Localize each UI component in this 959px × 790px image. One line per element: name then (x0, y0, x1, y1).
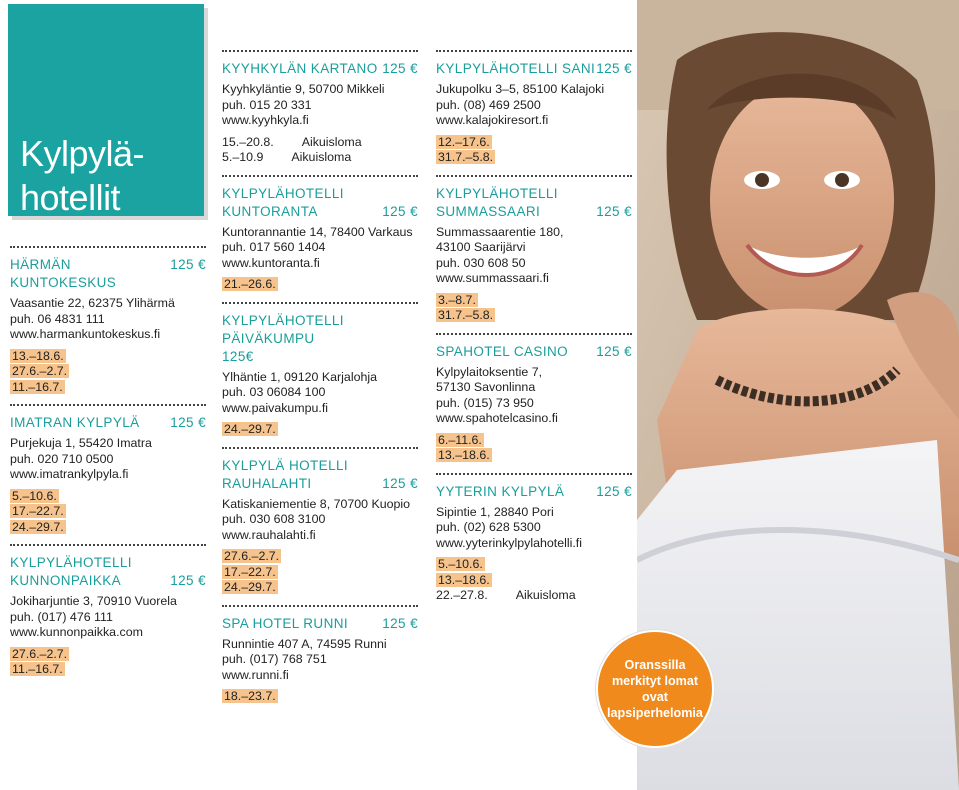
date-row (222, 277, 278, 293)
date-list (222, 549, 418, 596)
date-row (436, 150, 495, 166)
hotel-name-line: KYLPYLÄHOTELLI PÄIVÄKUMPU (222, 312, 344, 346)
contact-line: Kyyhkyläntie 9, 50700 Mikkeli (222, 82, 385, 96)
section-title (20, 132, 144, 220)
date-row (10, 647, 69, 663)
dotted-divider (10, 544, 206, 546)
contact-line: Kuntorannantie 14, 78400 Varkaus (222, 224, 413, 239)
website-link[interactable]: www.kalajokiresort.fi (436, 113, 549, 127)
family-holiday-date: 17.–22.7. (12, 504, 64, 518)
hotel-contact (222, 225, 418, 272)
price-label: 125 € (382, 475, 418, 491)
hotel-name (222, 615, 418, 633)
holiday-date: 5.–10.9 (222, 150, 264, 164)
price-label: 125 € (596, 483, 632, 499)
hotel-name-text (436, 185, 558, 221)
contact-line: puh. (015) 73 950 (436, 395, 534, 410)
hotel-name-text: SPAHOTEL CASINO (436, 343, 569, 359)
family-holiday-date: 21.–26.6. (224, 277, 276, 291)
family-holiday-date: 24.–29.7. (224, 422, 276, 436)
hotel-name-text: KYLPYLÄHOTELLI SANI (436, 61, 596, 76)
price-label: 125 € (170, 573, 206, 588)
hotel-contact (10, 594, 206, 641)
holiday-type-note: Aikuisloma (291, 150, 352, 164)
website-link[interactable]: www.rauhalahti.fi (222, 527, 316, 542)
hotel-entry (436, 175, 632, 324)
price-label: 125 € (170, 415, 206, 430)
hotel-name-line: 125€ (222, 348, 254, 364)
listing-column-3 (436, 50, 632, 613)
website-link[interactable]: www.kuntoranta.fi (222, 255, 320, 270)
hotel-entry (222, 175, 418, 293)
hotel-name-line: KUNTORANTA (222, 203, 318, 219)
date-row (436, 308, 495, 324)
family-holiday-date: 31.7.–5.8. (438, 308, 494, 322)
hotel-name-line: KUNNONPAIKKA (10, 573, 122, 588)
website-link[interactable]: www.imatrankylpyla.fi (10, 467, 129, 481)
date-row (222, 422, 278, 438)
dotted-divider (10, 404, 206, 406)
price-label: 125 € (170, 257, 206, 272)
family-holiday-date: 13.–18.6. (438, 572, 490, 587)
holiday-type-note: Aikuisloma (515, 588, 576, 602)
hotel-contact (222, 82, 418, 129)
contact-line: 57130 Savonlinna (436, 380, 536, 394)
dotted-divider (222, 605, 418, 607)
contact-line: Runnintie 407 A, 74595 Runni (222, 636, 387, 651)
website-link[interactable]: www.yyterinkylpylahotelli.fi (436, 535, 582, 550)
hotel-name-text: IMATRAN KYLPYLÄ (10, 415, 140, 430)
family-holiday-date: 31.7.–5.8. (438, 150, 494, 164)
holiday-type-note: Aikuisloma (301, 134, 362, 149)
dotted-divider (436, 175, 632, 177)
family-holiday-date: 5.–10.6. (438, 557, 483, 571)
hotel-name-text (222, 312, 418, 366)
hotel-name-line: KYLPYLÄHOTELLI (222, 185, 344, 201)
date-list (436, 293, 632, 324)
contact-line: Katiskaniementie 8, 70700 Kuopio (222, 496, 411, 511)
family-holiday-date: 27.6.–2.7. (12, 646, 68, 661)
date-row (10, 349, 66, 365)
hotel-name-text (10, 554, 132, 590)
family-holiday-date: 17.–22.7. (224, 564, 276, 579)
date-row (436, 573, 492, 589)
hotel-contact (436, 82, 632, 129)
holiday-date: 22.–27.8. (436, 588, 488, 602)
dotted-divider (10, 246, 206, 248)
hotel-name (222, 60, 418, 78)
hotel-entry (436, 50, 632, 166)
contact-line: puh. 030 608 50 (436, 255, 526, 270)
hotel-name-line: KYLPYLÄHOTELLI (436, 185, 558, 201)
hotel-name (222, 457, 418, 493)
date-list (222, 277, 418, 293)
hotel-name (436, 483, 632, 501)
listing-column-1 (10, 246, 206, 687)
holiday-date: 15.–20.8. (222, 134, 274, 149)
date-list (436, 557, 632, 604)
family-holiday-date: 12.–17.6. (438, 134, 490, 149)
section-title-box (8, 4, 204, 216)
hotel-entry (436, 473, 632, 604)
contact-line: Vaasantie 22, 62375 Ylihärmä (10, 296, 175, 310)
dotted-divider (222, 302, 418, 304)
date-row (436, 448, 492, 464)
hotel-name (436, 60, 632, 78)
hotel-name (436, 343, 632, 361)
contact-line: Jukupolku 3–5, 85100 Kalajoki (436, 82, 605, 96)
website-link[interactable]: www.kyyhkyla.fi (222, 113, 309, 127)
date-row (222, 150, 351, 166)
date-row (436, 293, 478, 309)
price-label: 125 € (596, 343, 632, 359)
date-list (436, 135, 632, 166)
hotel-entry (222, 605, 418, 705)
hotel-name-text: KYYHKYLÄN KARTANO (222, 61, 378, 76)
family-holiday-date: 6.–11.6. (438, 432, 482, 447)
family-holiday-date: 27.6.–2.7. (12, 364, 68, 378)
date-row (222, 580, 278, 596)
hotel-entry (10, 246, 206, 395)
contact-line: puh. 017 560 1404 (222, 240, 326, 254)
date-row (436, 135, 492, 151)
dotted-divider (436, 333, 632, 335)
hotel-name-text: SPA HOTEL RUNNI (222, 615, 349, 631)
date-row (10, 520, 66, 536)
hotel-contact (436, 505, 632, 552)
family-holiday-date: 11.–16.7. (12, 379, 63, 394)
contact-line: puh. 03 06084 100 (222, 385, 326, 399)
contact-line: Sipintie 1, 28840 Pori (436, 504, 554, 519)
date-list (222, 422, 418, 438)
date-row (436, 433, 484, 449)
hotel-name (222, 185, 418, 221)
date-row (10, 380, 65, 396)
date-list (222, 135, 418, 166)
date-row (10, 489, 59, 505)
hotel-contact (222, 370, 418, 417)
dotted-divider (436, 50, 632, 52)
hotel-name-text (222, 185, 344, 221)
website-link[interactable]: www.harmankuntokeskus.fi (10, 327, 161, 341)
dotted-divider (222, 447, 418, 449)
hotel-name (10, 554, 206, 590)
contact-line: puh. 06 4831 111 (10, 311, 105, 326)
hotel-name-text: YYTERIN KYLPYLÄ (436, 483, 565, 499)
orange-legend-badge (596, 630, 714, 748)
date-row (222, 135, 362, 151)
contact-line: puh. 015 20 331 (222, 97, 312, 112)
contact-line: puh. 020 710 0500 (10, 451, 114, 466)
hotel-entry (436, 333, 632, 464)
website-link[interactable]: www.summassaari.fi (436, 271, 549, 285)
hotel-contact (10, 296, 206, 343)
family-holiday-date: 13.–18.6. (12, 348, 64, 363)
hotel-name-line: KYLPYLÄHOTELLI (10, 555, 132, 570)
dotted-divider (222, 50, 418, 52)
website-link[interactable]: www.paivakumpu.fi (222, 400, 329, 415)
dotted-divider (436, 473, 632, 475)
hotel-contact (436, 225, 632, 287)
hotel-name (10, 414, 206, 432)
badge-text: Oranssilla merkityt lomat ovat lapsiperhelomia (607, 658, 703, 720)
contact-line: Summassaarentie 180, (436, 224, 564, 239)
date-row (222, 549, 281, 565)
price-label: 125 € (596, 203, 632, 219)
date-row (10, 364, 69, 380)
listing-column-2 (222, 50, 418, 714)
hotel-name-line: SUMMASSAARI (436, 203, 541, 219)
price-label: 125 € (382, 61, 418, 76)
date-list (222, 689, 418, 705)
family-holiday-date: 13.–18.6. (438, 448, 490, 462)
hotel-entry (222, 447, 418, 596)
date-list (436, 433, 632, 464)
family-holiday-date: 18.–23.7. (224, 689, 276, 703)
price-label: 125 € (596, 61, 632, 76)
contact-line: puh. (08) 469 2500 (436, 97, 541, 112)
section-title-line: hotellit (20, 177, 121, 218)
price-label: 125 € (382, 203, 418, 219)
contact-line: puh. (02) 628 5300 (436, 520, 541, 534)
contact-line: Kylpylaitoksentie 7, (436, 364, 543, 379)
hotel-name (10, 256, 206, 292)
family-holiday-date: 5.–10.6. (12, 488, 57, 503)
family-holiday-date: 3.–8.7. (438, 292, 476, 307)
hotel-name (222, 312, 418, 366)
contact-line: 43100 Saarijärvi (436, 240, 526, 254)
hotel-name-line: RAUHALAHTI (222, 475, 312, 491)
hotel-name-text: HÄRMÄN KUNTOKESKUS (10, 257, 117, 290)
family-holiday-date: 24.–29.7. (224, 580, 276, 594)
hotel-name (436, 185, 632, 221)
date-list (10, 489, 206, 536)
contact-line: puh. (017) 768 751 (222, 652, 327, 666)
hotel-contact (222, 497, 418, 544)
contact-line: puh. 030 608 3100 (222, 512, 326, 526)
family-holiday-date: 11.–16.7. (12, 662, 63, 676)
contact-line: Purjekuja 1, 55420 Imatra (10, 436, 152, 450)
hotel-entry (10, 404, 206, 535)
website-link[interactable]: www.kunnonpaikka.com (10, 625, 143, 639)
website-link[interactable]: www.runni.fi (222, 667, 289, 682)
hotel-contact (10, 436, 206, 483)
contact-line: Ylhäntie 1, 09120 Karjalohja (222, 369, 377, 384)
price-label: 125 € (382, 615, 418, 631)
hotel-name-text (222, 457, 348, 493)
section-title-line: Kylpylä- (20, 133, 145, 174)
contact-line: puh. (017) 476 111 (10, 609, 113, 624)
hotel-entry (222, 302, 418, 438)
hotel-contact (222, 637, 418, 684)
date-row (436, 588, 576, 604)
website-link[interactable]: www.spahotelcasino.fi (436, 411, 558, 425)
family-holiday-date: 24.–29.7. (12, 519, 64, 534)
date-row (10, 662, 65, 678)
date-row (10, 504, 66, 520)
hotel-entry (10, 544, 206, 678)
date-row (222, 565, 278, 581)
hotel-entry (222, 50, 418, 166)
date-row (436, 557, 485, 573)
hotel-name-line: KYLPYLÄ HOTELLI (222, 457, 349, 473)
family-holiday-date: 27.6.–2.7. (224, 549, 280, 563)
date-list (10, 349, 206, 396)
hotel-contact (436, 365, 632, 427)
contact-line: Jokiharjuntie 3, 70910 Vuorela (10, 594, 177, 608)
dotted-divider (222, 175, 418, 177)
date-list (10, 647, 206, 678)
date-row (222, 689, 278, 705)
